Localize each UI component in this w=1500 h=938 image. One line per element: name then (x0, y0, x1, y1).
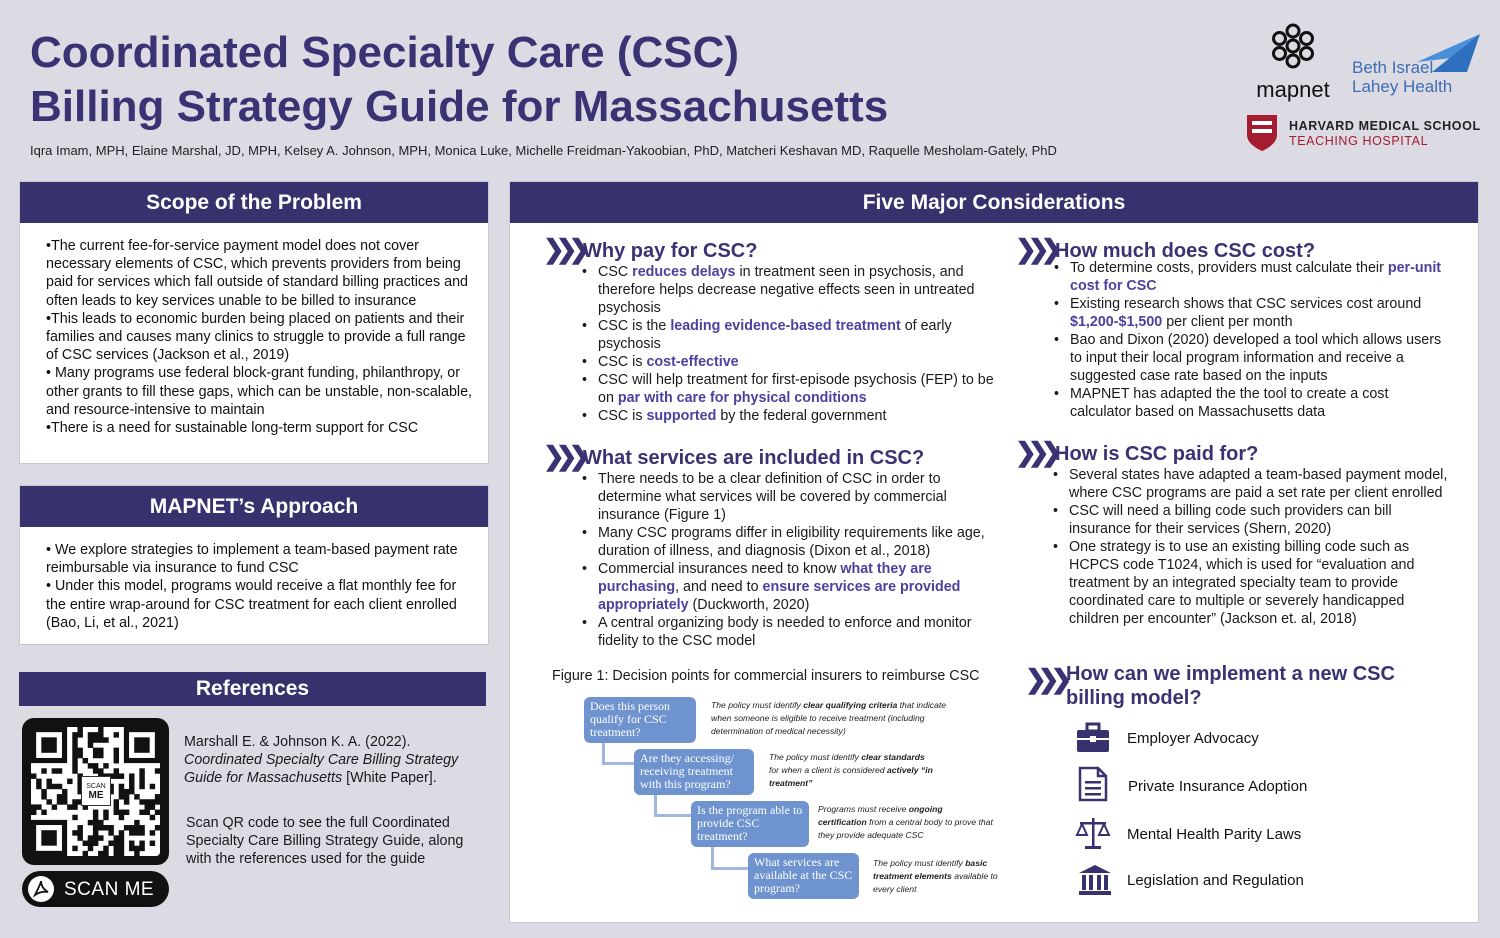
hms-shield-icon (1245, 113, 1279, 153)
paid-title: How is CSC paid for? (1055, 443, 1259, 465)
scope-paragraph: •This leads to economic burden being placed on patients and their families and causes many clinics to struggle to provide a full range of CSC services (Jackson et al., 2019) (46, 310, 466, 364)
chevron-right-icon: ❯❯❯ (1015, 234, 1054, 264)
implement-title-2: billing model? (1066, 687, 1202, 709)
poster-title (30, 26, 888, 134)
decision-box-4: What services are available at the CSC program? (748, 853, 859, 899)
services-title: What services are included in CSC? (583, 447, 925, 469)
approach-panel (19, 485, 489, 645)
figure-connector (602, 741, 634, 765)
approach-heading: MAPNET’s Approach (20, 486, 488, 527)
implement-heading (1066, 662, 1395, 710)
list-item: • There needs to be a clear definition of CSC in order to determine what services will be covered by commercial insurance (Figure 1) (580, 470, 990, 524)
list-item: • CSC will help treatment for first-episode psychosis (FEP) to be on par with care for physical conditions (580, 371, 1000, 407)
list-item: • A central organizing body is needed to enforce and monitor fidelity to the CSC model (580, 614, 990, 650)
acrobat-icon (27, 875, 55, 903)
implement-item-employer: Employer Advocacy (1127, 730, 1259, 747)
implement-item-insurance: Private Insurance Adoption (1128, 778, 1308, 795)
qr-center-label (81, 776, 111, 806)
approach-paragraph: • We explore strategies to implement a team-based payment rate reimbursable via insurance to fund CSC (46, 542, 458, 577)
list-item: • CSC will need a billing code such providers can bill insurance for their services (Shern, 2020) (1051, 502, 1451, 538)
hms-logo (1245, 113, 1485, 157)
citation-title: Coordinated Specialty Care Billing Strategy Guide for Massachusetts (184, 752, 459, 786)
cost-list (1052, 259, 1452, 421)
decision-note-1: The policy must identify clear qualifying criteria that indicate when someone is eligible to receive treatment (including determination of medical necessity) (711, 700, 947, 736)
qr-center-bottom: ME (88, 790, 104, 801)
decision-note-3: Programs must receive ongoing certification from a central body to prove that they provide adequate CSC (818, 804, 993, 840)
scope-paragraph: •The current fee-for-service payment model does not cover necessary elements of CSC, which prevents providers from being paid for services which fall outside of standard billing practices and often leads to key services unable to be billed to insurance (46, 238, 468, 309)
figure-connector (654, 793, 691, 817)
bilh-line-1: Beth Israel (1352, 58, 1434, 77)
mapnet-logo (1252, 22, 1334, 103)
authors: Iqra Imam, MPH, Elaine Marshal, JD, MPH, Kelsey A. Johnson, MPH, Monica Luke, Michelle Freidman-Yakoobian, PhD, Matcheri Keshavan MD, Raquelle Mesholam-Gately, PhD (30, 143, 1057, 158)
implement-chevron-icon: ❯❯❯ (1025, 664, 1064, 694)
citation (184, 733, 484, 787)
implement-title-1: How can we implement a new CSC (1066, 663, 1395, 685)
figure-connector (711, 846, 753, 870)
paid-heading (1015, 437, 1258, 468)
list-item: • To determine costs, providers must calculate their per-unit cost for CSC (1052, 259, 1452, 295)
scan-note: Scan QR code to see the full Coordinated Specialty Care Billing Strategy Guide, along with the references used for the guide (186, 815, 464, 867)
citation-authors: Marshall E. & Johnson K. A. (2022). (184, 734, 411, 750)
scope-paragraph: • Many programs use federal block-grant funding, philanthropy, or other grants to fill these gaps, which can be unstable, non-scalable, and resource-intensive to maintain (46, 365, 472, 418)
scales-icon (1075, 815, 1111, 856)
citation-tail: [White Paper]. (342, 770, 437, 786)
chevron-right-icon: ❯❯❯ (543, 441, 582, 471)
decision-note-4: The policy must identify basic treatment elements available to every client (873, 858, 998, 894)
scope-paragraph: •There is a need for sustainable long-term support for CSC (46, 420, 419, 437)
chevron-right-icon: ❯❯❯ (1015, 437, 1054, 467)
why-title: Why pay for CSC? (583, 240, 758, 262)
scope-heading: Scope of the Problem (20, 182, 488, 223)
mapnet-wordmark: mapnet (1256, 77, 1330, 102)
courthouse-icon (1078, 864, 1112, 901)
approach-paragraph: • Under this model, programs would receive a flat monthly fee for the entire wrap-around for CSC treatment for each client enrolled (Bao, Li, et al., 2021) (46, 578, 457, 631)
qr-code[interactable] (22, 718, 169, 865)
implement-item-legislation: Legislation and Regulation (1127, 872, 1304, 889)
chevron-right-icon: ❯❯❯ (543, 234, 582, 264)
scan-me-label: SCAN ME (64, 879, 155, 900)
decision-box-2: Are they accessing/ receiving treatment with this program? (634, 749, 754, 795)
title-line-1: Coordinated Specialty Care (CSC) (30, 28, 740, 77)
list-item: • CSC is cost-effective (580, 353, 1000, 371)
decision-box-3: Is the program able to provide CSC treatment? (691, 801, 809, 847)
list-item: • Many CSC programs differ in eligibility requirements like age, duration of illness, and diagnosis (Dixon et al., 2018) (580, 524, 990, 560)
document-icon (1078, 766, 1108, 807)
hms-line-2: TEACHING HOSPITAL (1289, 134, 1429, 148)
list-item: • CSC reduces delays in treatment seen in psychosis, and therefore helps decrease negative effects seen in untreated psychosis (580, 263, 1000, 317)
references-heading: References (19, 672, 486, 706)
list-item: • Commercial insurances need to know what they are purchasing, and need to ensure services are provided appropriately (Duckworth, 2020) (580, 560, 990, 614)
approach-text (46, 541, 476, 632)
title-line-2: Billing Strategy Guide for Massachusetts (30, 82, 889, 131)
why-list (580, 263, 1000, 425)
hms-line-1: HARVARD MEDICAL SCHOOL (1289, 119, 1481, 133)
scope-panel (19, 181, 489, 464)
services-list (580, 470, 990, 650)
figure-caption: Figure 1: Decision points for commercial insurers to reimburse CSC (552, 668, 980, 684)
list-item: • MAPNET has adapted the the tool to create a cost calculator based on Massachusetts data (1052, 385, 1452, 421)
briefcase-icon (1075, 722, 1111, 759)
why-heading (543, 234, 757, 265)
list-item: • One strategy is to use an existing billing code such as HCPCS code T1024, which is used for “evaluation and treatment by an integrated specialty team to provide coordinated care to multiple or severely handicapped children per encounter” (Jackson et. al, 2018) (1051, 538, 1451, 628)
list-item: • Bao and Dixon (2020) developed a tool which allows users to input their local program information and receive a suggested case rate based on the inputs (1052, 331, 1452, 385)
implement-item-parity: Mental Health Parity Laws (1127, 826, 1302, 843)
qr-center-top: SCAN (86, 783, 106, 790)
list-item: • Several states have adapted a team-based payment model, where CSC programs are paid a set rate per client enrolled (1051, 466, 1451, 502)
scan-me-button[interactable] (22, 871, 169, 907)
bilh-logo (1352, 32, 1482, 102)
list-item: • CSC is supported by the federal government (580, 407, 1000, 425)
mapnet-flower-icon (1269, 22, 1317, 70)
list-item: • CSC is the leading evidence-based treatment of early psychosis (580, 317, 1000, 353)
services-heading (543, 441, 924, 472)
cost-title: How much does CSC cost? (1055, 240, 1316, 262)
considerations-heading: Five Major Considerations (510, 182, 1478, 223)
scope-text (46, 237, 476, 437)
bilh-line-2: Lahey Health (1352, 77, 1453, 96)
paid-list (1051, 466, 1451, 628)
decision-note-2: The policy must identify clear standards for when a client is considered actively “in treatment” (769, 752, 933, 788)
list-item: • Existing research shows that CSC services cost around $1,200-$1,500 per client per month (1052, 295, 1452, 331)
decision-box-1: Does this person qualify for CSC treatment? (584, 697, 696, 743)
